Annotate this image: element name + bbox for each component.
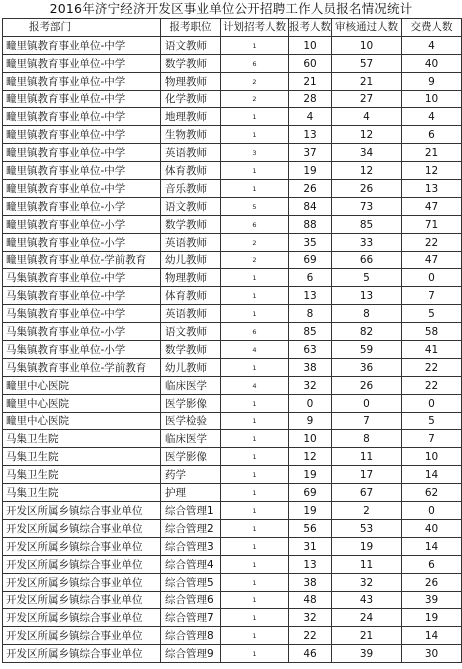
- cell-applicants: 48: [289, 591, 332, 609]
- cell-approved: 73: [332, 197, 402, 215]
- cell-approved: 12: [332, 162, 402, 180]
- cell-applicants: 8: [289, 305, 332, 323]
- cell-approved: 24: [332, 609, 402, 627]
- cell-paid: 62: [402, 484, 462, 502]
- cell-paid: 0: [402, 502, 462, 520]
- table-row: [3, 394, 462, 412]
- cell-applicants: 56: [289, 519, 332, 537]
- cell-applicants: 6: [289, 269, 332, 287]
- cell-department: 开发区所属乡镇综合事业单位: [3, 609, 161, 627]
- table-row: [3, 126, 462, 144]
- cell-approved: 0: [332, 394, 402, 412]
- cell-paid: 6: [402, 555, 462, 573]
- cell-paid: 30: [402, 645, 462, 663]
- table-row: [3, 591, 462, 609]
- header-department: 报考部门: [3, 19, 161, 37]
- cell-approved: 8: [332, 430, 402, 448]
- table-row: [3, 215, 462, 233]
- table-row: [3, 323, 462, 341]
- cell-department: 开发区所属乡镇综合事业单位: [3, 502, 161, 520]
- cell-paid: 0: [402, 394, 462, 412]
- cell-department: 疃里镇教育事业单位-中学: [3, 144, 161, 162]
- cell-paid: 6: [402, 126, 462, 144]
- cell-position: 幼儿教师: [161, 251, 221, 269]
- table-row: [3, 90, 462, 108]
- cell-approved: 85: [332, 215, 402, 233]
- cell-department: 疃里镇教育事业单位-中学: [3, 72, 161, 90]
- cell-applicants: 32: [289, 376, 332, 394]
- cell-planned: 2: [221, 90, 289, 108]
- cell-department: 马集卫生院: [3, 430, 161, 448]
- cell-planned: 1: [221, 448, 289, 466]
- cell-applicants: 32: [289, 609, 332, 627]
- cell-approved: 53: [332, 519, 402, 537]
- cell-applicants: 19: [289, 466, 332, 484]
- table-row: [3, 484, 462, 502]
- cell-department: 马集镇教育事业单位-小学: [3, 323, 161, 341]
- cell-planned: 6: [221, 323, 289, 341]
- table-title: 2016年济宁经济开发区事业单位公开招聘工作人员报名情况统计: [49, 1, 413, 16]
- table-row: [3, 573, 462, 591]
- cell-department: 马集卫生院: [3, 484, 161, 502]
- cell-applicants: 21: [289, 72, 332, 90]
- cell-department: 开发区所属乡镇综合事业单位: [3, 519, 161, 537]
- cell-planned: 1: [221, 502, 289, 520]
- table-row: [3, 358, 462, 376]
- cell-planned: 1: [221, 609, 289, 627]
- cell-applicants: 38: [289, 573, 332, 591]
- cell-position: 医学影像: [161, 394, 221, 412]
- cell-position: 综合管理1: [161, 502, 221, 520]
- cell-planned: 4: [221, 376, 289, 394]
- cell-position: 英语教师: [161, 233, 221, 251]
- cell-department: 疃里镇教育事业单位-中学: [3, 36, 161, 54]
- cell-paid: 22: [402, 376, 462, 394]
- cell-position: 数学教师: [161, 341, 221, 359]
- table-row: [3, 305, 462, 323]
- cell-department: 疃里镇教育事业单位-中学: [3, 108, 161, 126]
- cell-planned: 1: [221, 269, 289, 287]
- table-row: [3, 180, 462, 198]
- cell-applicants: 63: [289, 341, 332, 359]
- cell-department: 疃里镇教育事业单位-中学: [3, 90, 161, 108]
- table-row: [3, 430, 462, 448]
- cell-paid: 47: [402, 251, 462, 269]
- table-row: [3, 341, 462, 359]
- cell-approved: 13: [332, 287, 402, 305]
- cell-department: 马集卫生院: [3, 448, 161, 466]
- cell-approved: 66: [332, 251, 402, 269]
- header-paid: 交费人数: [402, 19, 462, 37]
- cell-applicants: 35: [289, 233, 332, 251]
- cell-position: 综合管理5: [161, 573, 221, 591]
- cell-paid: 4: [402, 108, 462, 126]
- cell-applicants: 38: [289, 358, 332, 376]
- cell-position: 英语教师: [161, 305, 221, 323]
- cell-position: 数学教师: [161, 215, 221, 233]
- cell-department: 马集镇教育事业单位-中学: [3, 305, 161, 323]
- cell-approved: 67: [332, 484, 402, 502]
- cell-applicants: 60: [289, 54, 332, 72]
- cell-planned: 1: [221, 519, 289, 537]
- cell-planned: 1: [221, 591, 289, 609]
- cell-department: 马集镇教育事业单位-学前教育: [3, 358, 161, 376]
- cell-planned: 1: [221, 358, 289, 376]
- cell-department: 疃里镇教育事业单位-中学: [3, 162, 161, 180]
- cell-paid: 10: [402, 448, 462, 466]
- cell-planned: 1: [221, 180, 289, 198]
- cell-approved: 34: [332, 144, 402, 162]
- cell-position: 护理: [161, 484, 221, 502]
- table-row: [3, 537, 462, 555]
- cell-planned: 1: [221, 126, 289, 144]
- cell-paid: 71: [402, 215, 462, 233]
- table-row: [3, 412, 462, 430]
- cell-approved: 21: [332, 72, 402, 90]
- cell-position: 综合管理8: [161, 627, 221, 645]
- cell-approved: 26: [332, 376, 402, 394]
- cell-department: 马集镇教育事业单位-中学: [3, 287, 161, 305]
- cell-planned: 1: [221, 305, 289, 323]
- cell-position: 生物教师: [161, 126, 221, 144]
- cell-department: 开发区所属乡镇综合事业单位: [3, 627, 161, 645]
- cell-paid: 40: [402, 54, 462, 72]
- cell-paid: 58: [402, 323, 462, 341]
- cell-approved: 10: [332, 36, 402, 54]
- cell-applicants: 19: [289, 162, 332, 180]
- table-row: [3, 269, 462, 287]
- cell-paid: 26: [402, 573, 462, 591]
- cell-planned: 2: [221, 72, 289, 90]
- cell-approved: 7: [332, 412, 402, 430]
- cell-planned: 1: [221, 466, 289, 484]
- table-row: [3, 36, 462, 54]
- cell-applicants: 31: [289, 537, 332, 555]
- header-planned: 计划招考人数: [221, 19, 289, 37]
- cell-position: 临床医学: [161, 376, 221, 394]
- cell-position: 综合管理3: [161, 537, 221, 555]
- cell-approved: 12: [332, 126, 402, 144]
- cell-paid: 9: [402, 72, 462, 90]
- cell-department: 开发区所属乡镇综合事业单位: [3, 591, 161, 609]
- cell-approved: 8: [332, 305, 402, 323]
- cell-approved: 33: [332, 233, 402, 251]
- cell-position: 语文教师: [161, 323, 221, 341]
- cell-position: 医学影像: [161, 448, 221, 466]
- cell-applicants: 26: [289, 180, 332, 198]
- table-row: [3, 251, 462, 269]
- cell-department: 疃里镇教育事业单位-中学: [3, 54, 161, 72]
- cell-approved: 36: [332, 358, 402, 376]
- cell-planned: 1: [221, 287, 289, 305]
- cell-applicants: 46: [289, 645, 332, 663]
- header-approved: 审核通过人数: [332, 19, 402, 37]
- cell-planned: 4: [221, 341, 289, 359]
- cell-department: 马集镇教育事业单位-小学: [3, 341, 161, 359]
- cell-planned: 1: [221, 627, 289, 645]
- cell-approved: 2: [332, 502, 402, 520]
- cell-applicants: 37: [289, 144, 332, 162]
- table-row: [3, 287, 462, 305]
- cell-approved: 43: [332, 591, 402, 609]
- cell-position: 体育教师: [161, 162, 221, 180]
- cell-applicants: 12: [289, 448, 332, 466]
- table-row: [3, 54, 462, 72]
- cell-position: 临床医学: [161, 430, 221, 448]
- cell-paid: 5: [402, 305, 462, 323]
- cell-planned: 1: [221, 537, 289, 555]
- header-applicants: 报考人数: [289, 19, 332, 37]
- cell-department: 疃里镇教育事业单位-小学: [3, 215, 161, 233]
- cell-position: 医学检验: [161, 412, 221, 430]
- cell-applicants: 9: [289, 412, 332, 430]
- cell-applicants: 69: [289, 251, 332, 269]
- cell-paid: 14: [402, 466, 462, 484]
- cell-approved: 32: [332, 573, 402, 591]
- cell-department: 开发区所属乡镇综合事业单位: [3, 645, 161, 663]
- cell-department: 疃里镇教育事业单位-中学: [3, 126, 161, 144]
- cell-position: 药学: [161, 466, 221, 484]
- cell-position: 地理教师: [161, 108, 221, 126]
- cell-paid: 0: [402, 269, 462, 287]
- cell-paid: 40: [402, 519, 462, 537]
- table-body: [3, 19, 462, 663]
- cell-approved: 4: [332, 108, 402, 126]
- cell-planned: 3: [221, 144, 289, 162]
- cell-applicants: 19: [289, 502, 332, 520]
- cell-approved: 39: [332, 645, 402, 663]
- cell-approved: 26: [332, 180, 402, 198]
- cell-department: 疃里镇教育事业单位-小学: [3, 197, 161, 215]
- cell-position: 物理教师: [161, 269, 221, 287]
- cell-approved: 11: [332, 448, 402, 466]
- cell-position: 物理教师: [161, 72, 221, 90]
- cell-planned: 1: [221, 645, 289, 663]
- cell-paid: 12: [402, 162, 462, 180]
- cell-approved: 5: [332, 269, 402, 287]
- cell-position: 综合管理2: [161, 519, 221, 537]
- cell-applicants: 13: [289, 555, 332, 573]
- table-row: [3, 376, 462, 394]
- table-row: [3, 144, 462, 162]
- cell-approved: 27: [332, 90, 402, 108]
- cell-position: 综合管理6: [161, 591, 221, 609]
- cell-planned: 2: [221, 233, 289, 251]
- cell-applicants: 84: [289, 197, 332, 215]
- table-row: [3, 555, 462, 573]
- cell-applicants: 22: [289, 627, 332, 645]
- cell-planned: 1: [221, 394, 289, 412]
- cell-department: 疃里中心医院: [3, 376, 161, 394]
- cell-applicants: 28: [289, 90, 332, 108]
- cell-approved: 11: [332, 555, 402, 573]
- cell-department: 疃里镇教育事业单位-中学: [3, 180, 161, 198]
- cell-position: 语文教师: [161, 197, 221, 215]
- cell-paid: 7: [402, 430, 462, 448]
- cell-planned: 1: [221, 36, 289, 54]
- table-row: [3, 233, 462, 251]
- cell-paid: 5: [402, 412, 462, 430]
- cell-paid: 14: [402, 537, 462, 555]
- cell-approved: 59: [332, 341, 402, 359]
- cell-position: 综合管理7: [161, 609, 221, 627]
- cell-applicants: 69: [289, 484, 332, 502]
- cell-paid: 13: [402, 180, 462, 198]
- cell-planned: 1: [221, 555, 289, 573]
- cell-planned: 1: [221, 108, 289, 126]
- cell-planned: 1: [221, 573, 289, 591]
- cell-planned: 1: [221, 484, 289, 502]
- cell-position: 英语教师: [161, 144, 221, 162]
- cell-approved: 19: [332, 537, 402, 555]
- cell-paid: 14: [402, 627, 462, 645]
- cell-position: 化学教师: [161, 90, 221, 108]
- cell-department: 开发区所属乡镇综合事业单位: [3, 573, 161, 591]
- cell-planned: 6: [221, 215, 289, 233]
- table-row: [3, 502, 462, 520]
- cell-approved: 17: [332, 466, 402, 484]
- cell-planned: 6: [221, 54, 289, 72]
- cell-department: 开发区所属乡镇综合事业单位: [3, 555, 161, 573]
- table-row: [3, 72, 462, 90]
- cell-approved: 82: [332, 323, 402, 341]
- table-row: [3, 519, 462, 537]
- cell-paid: 21: [402, 144, 462, 162]
- table-row: [3, 609, 462, 627]
- registration-table: [2, 18, 462, 663]
- cell-position: 综合管理4: [161, 555, 221, 573]
- cell-approved: 57: [332, 54, 402, 72]
- cell-paid: 39: [402, 591, 462, 609]
- cell-department: 马集镇教育事业单位-中学: [3, 269, 161, 287]
- header-position: 报考职位: [161, 19, 221, 37]
- cell-applicants: 13: [289, 287, 332, 305]
- cell-paid: 4: [402, 36, 462, 54]
- cell-paid: 19: [402, 609, 462, 627]
- cell-position: 综合管理9: [161, 645, 221, 663]
- cell-paid: 22: [402, 358, 462, 376]
- table-row: [3, 627, 462, 645]
- cell-paid: 47: [402, 197, 462, 215]
- cell-position: 音乐教师: [161, 180, 221, 198]
- cell-paid: 10: [402, 90, 462, 108]
- cell-department: 疃里镇教育事业单位-小学: [3, 233, 161, 251]
- cell-position: 数学教师: [161, 54, 221, 72]
- cell-applicants: 10: [289, 430, 332, 448]
- cell-paid: 22: [402, 233, 462, 251]
- table-row: [3, 448, 462, 466]
- cell-position: 体育教师: [161, 287, 221, 305]
- table-header-row: [3, 19, 462, 37]
- table-row: [3, 645, 462, 663]
- cell-planned: 1: [221, 162, 289, 180]
- table-row: [3, 162, 462, 180]
- cell-department: 疃里镇教育事业单位-学前教育: [3, 251, 161, 269]
- cell-applicants: 10: [289, 36, 332, 54]
- cell-paid: 41: [402, 341, 462, 359]
- table-row: [3, 108, 462, 126]
- cell-planned: 1: [221, 412, 289, 430]
- cell-approved: 21: [332, 627, 402, 645]
- cell-department: 疃里中心医院: [3, 412, 161, 430]
- cell-planned: 1: [221, 430, 289, 448]
- table-row: [3, 466, 462, 484]
- cell-applicants: 88: [289, 215, 332, 233]
- cell-planned: 5: [221, 197, 289, 215]
- cell-department: 马集卫生院: [3, 466, 161, 484]
- cell-position: 语文教师: [161, 36, 221, 54]
- table-row: [3, 197, 462, 215]
- cell-department: 开发区所属乡镇综合事业单位: [3, 537, 161, 555]
- cell-paid: 7: [402, 287, 462, 305]
- cell-applicants: 0: [289, 394, 332, 412]
- cell-position: 幼儿教师: [161, 358, 221, 376]
- cell-applicants: 4: [289, 108, 332, 126]
- cell-department: 疃里中心医院: [3, 394, 161, 412]
- cell-applicants: 13: [289, 126, 332, 144]
- cell-planned: 2: [221, 251, 289, 269]
- cell-applicants: 85: [289, 323, 332, 341]
